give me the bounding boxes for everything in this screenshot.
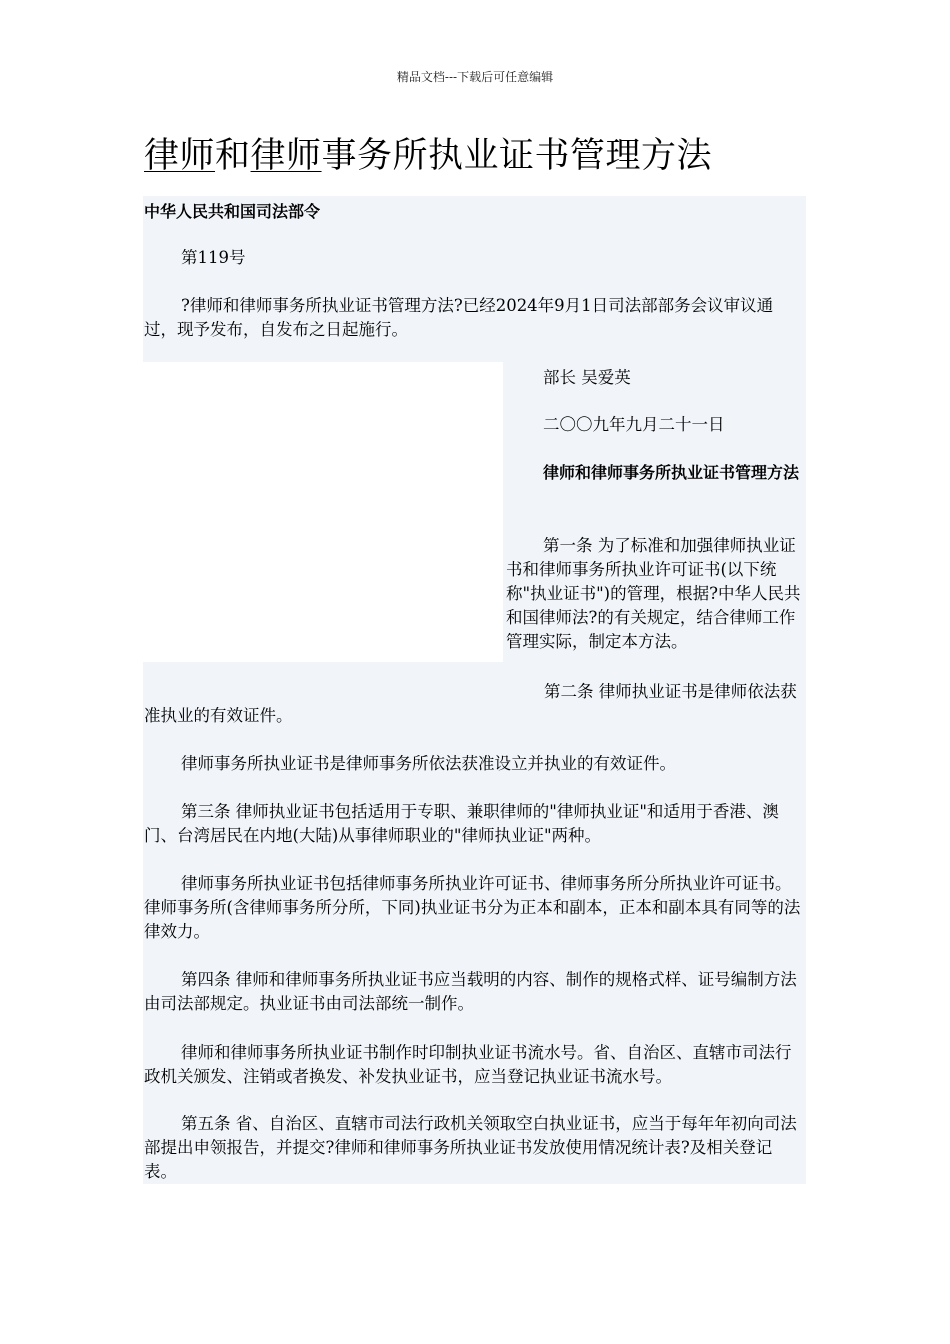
signature-minister: 部长 吴爱英 (543, 368, 631, 387)
signature-date: 二〇〇九年九月二十一日 (543, 415, 725, 434)
article-5: 第五条 省、自治区、直辖市司法行政机关领取空白执业证书，应当于每年年初向司法部提出申领报告，并提交?律师和律师事务所执业证书发放使用情况统计表?及相关登记表。 (144, 1114, 797, 1181)
article-4-para-2: 律师和律师事务所执业证书制作时印制执业证书流水号。省、自治区、直辖市司法行政机关颁发、注销或者换发、补发执业证书，应当登记执业证书流水号。 (144, 1043, 792, 1086)
title-text-and: 和 (215, 136, 251, 176)
article-1: 第一条 为了标准和加强律师执业证书和律师事务所执业许可证书(以下统称"执业证书")的管理，根据?中华人民共和国律师法?的有关规定，结合律师工作管理实际，制定本方法。 (506, 536, 801, 651)
document-title: 律师和律师事务所执业证书管理方法 (543, 463, 800, 482)
title-link-lawyer-2[interactable]: 律师 (250, 136, 322, 176)
order-number: 第119号 (181, 248, 246, 267)
order-heading: 中华人民共和国司法部令 (144, 202, 321, 221)
title-text-rest: 事务所执业证书管理方法 (321, 136, 713, 176)
article-4: 第四条 律师和律师事务所执业证书应当载明的内容、制作的规格式样、证号编制方法由司法部规定。执业证书由司法部统一制作。 (144, 970, 797, 1013)
page-title (144, 128, 712, 178)
article-3: 第三条 律师执业证书包括适用于专职、兼职律师的"律师执业证"和适用于香港、澳门、台湾居民在内地(大陆)从事律师职业的"律师执业证"两种。 (144, 802, 779, 845)
article-2: 第二条 律师执业证书是律师依法获准执业的有效证件。 (144, 682, 797, 725)
article-3-para-2: 律师事务所执业证书包括律师事务所执业许可证书、律师事务所分所执业许可证书。律师事务所(含律师事务所分所，下同)执业证书分为正本和副本，正本和副本具有同等的法律效力。 (144, 874, 801, 941)
article-2-para-2: 律师事务所执业证书是律师事务所依法获准设立并执业的有效证件。 (181, 754, 676, 773)
header-note: 精品文档---下载后可任意编辑 (396, 70, 554, 84)
intro-paragraph: ?律师和律师事务所执业证书管理方法?已经2024年9月1日司法部部务会议审议通过，现予发布，自发布之日起施行。 (144, 296, 774, 339)
title-link-lawyer[interactable]: 律师 (144, 136, 216, 176)
